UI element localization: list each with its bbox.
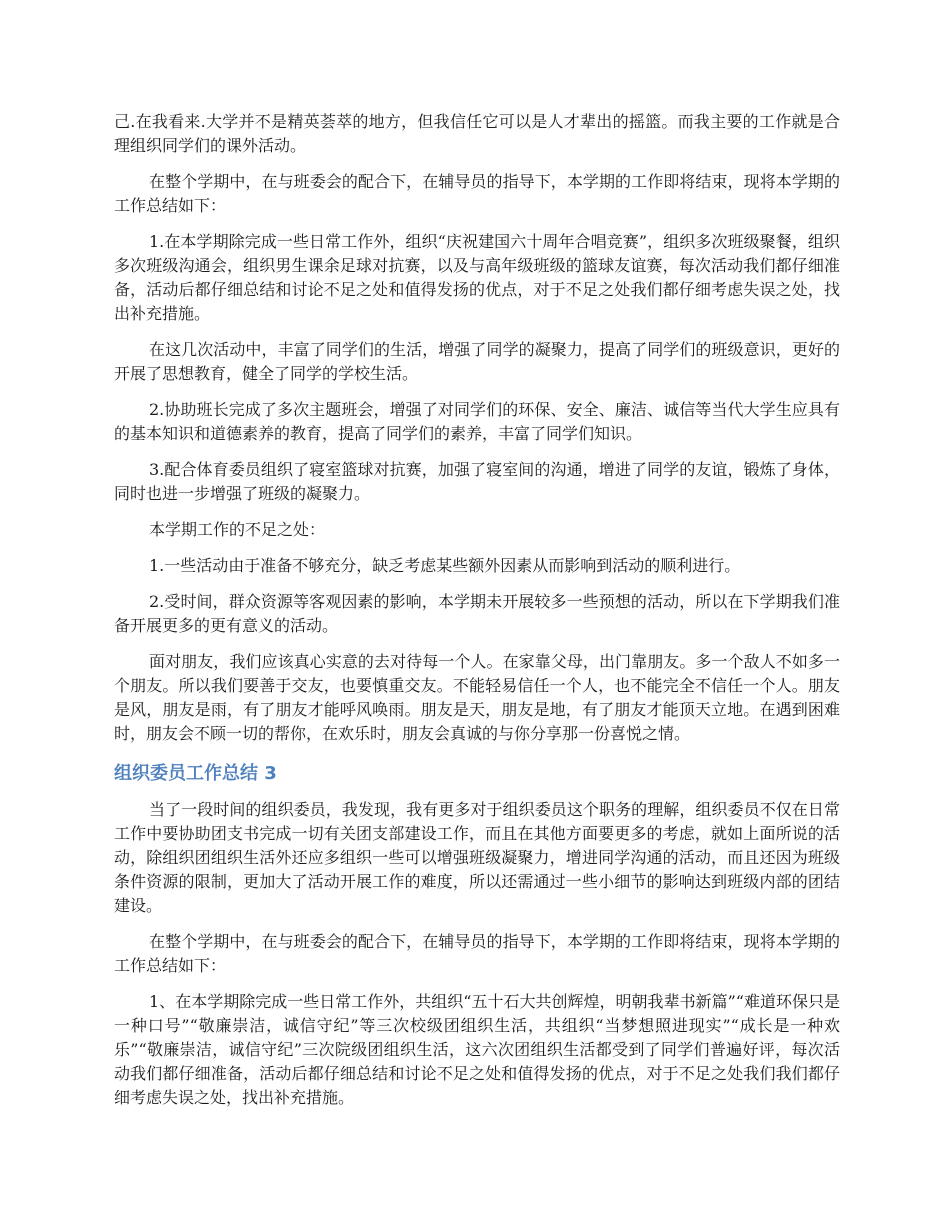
paragraph-role-reflection: 当了一段时间的组织委员，我发现，我有更多对于组织委员这个职务的理解，组织委员不仅在日常工作中要协助团支书完成一切有关团支部建设工作，而且在其他方面要更多的考虑，就如上面所说的活动，除组织团组织生活外还应多组织一些可以增强班级凝聚力，增进同学沟通的活动，而且还因为班级条件资源的限制，更加大了活动开展工作的难度，所以还需通过一些小细节的影响达到班级内部的团结建设。: [114, 800, 840, 915]
paragraph-continuation: 己.在我看来.大学并不是精英荟萃的地方，但我信任它可以是人才辈出的摇篮。而我主要的工作就是合理组织同学们的课外活动。: [114, 112, 840, 155]
paragraph-intro: 在整个学期中，在与班委会的配合下，在辅导员的指导下，本学期的工作即将结束，现将本学期的工作总结如下：: [114, 172, 840, 215]
paragraph-effects: 在这几次活动中，丰富了同学们的生活，增强了同学的凝聚力，提高了同学们的班级意识，更好的开展了思想教育，健全了同学的学校生活。: [114, 340, 840, 383]
paragraph-shortcoming-1: 1.一些活动由于准备不够充分，缺乏考虑某些额外因素从而影响到活动的顺利进行。: [149, 556, 741, 575]
paragraph-intro-2: 在整个学期中，在与班委会的配合下，在辅导员的指导下，本学期的工作即将结束，现将本学期的工作总结如下：: [114, 932, 840, 975]
document-page: [114, 110, 840, 1122]
paragraph-item-1: 1.在本学期除完成一些日常工作外，组织“庆祝建国六十周年合唱竞赛”，组织多次班级聚餐，组织多次班级沟通会，组织男生课余足球对抗赛，以及与高年级班级的篮球友谊赛，每次活动我们都仔细准备，活动后都仔细总结和讨论不足之处和值得发扬的优点，对于不足之处我们都仔细考虑失误之处，找出补充措施。: [114, 232, 840, 323]
section-heading: 组织委员工作总结 3: [114, 763, 277, 784]
paragraph-item-2: 2.协助班长完成了多次主题班会，增强了对同学们的环保、安全、廉洁、诚信等当代大学生应具有的基本知识和道德素养的教育，提高了同学们的素养，丰富了同学们知识。: [114, 400, 840, 443]
paragraph-shortcoming-2: 2.受时间，群众资源等客观因素的影响，本学期未开展较多一些预想的活动，所以在下学期我们准备开展更多的更有意义的活动。: [114, 592, 840, 635]
paragraph-shortcomings-title: 本学期工作的不足之处：: [149, 520, 326, 539]
paragraph-item-1-section2: 1、在本学期除完成一些日常工作外，共组织“五十石大共创辉煌，明朝我辈书新篇”“难道环保只是一种口号”“敬廉崇洁，诚信守纪”等三次校级团组织生活，共组织“当梦想照进现实”“成长是一种欢乐”“敬廉崇洁，诚信守纪”三次院级团组织生活，这六次团组织生活都受到了同学们普遍好评，每次活动我们都仔细准备，活动后都仔细总结和讨论不足之处和值得发扬的优点，对于不足之处我们我们都仔细考虑失误之处，找出补充措施。: [114, 992, 840, 1107]
paragraph-item-3: 3.配合体育委员组织了寝室篮球对抗赛，加强了寝室间的沟通，增进了同学的友谊，锻炼了身体，同时也进一步增强了班级的凝聚力。: [114, 460, 840, 503]
paragraph-friends: 面对朋友，我们应该真心实意的去对待每一个人。在家靠父母，出门靠朋友。多一个敌人不如多一个朋友。所以我们要善于交友，也要慎重交友。不能轻易信任一个人，也不能完全不信任一个人。朋友是风，朋友是雨，有了朋友才能呼风唤雨。朋友是天，朋友是地，有了朋友才能顶天立地。在遇到困难时，朋友会不顾一切的帮你，在欢乐时，朋友会真诚的与你分享那一份喜悦之情。: [114, 652, 840, 743]
